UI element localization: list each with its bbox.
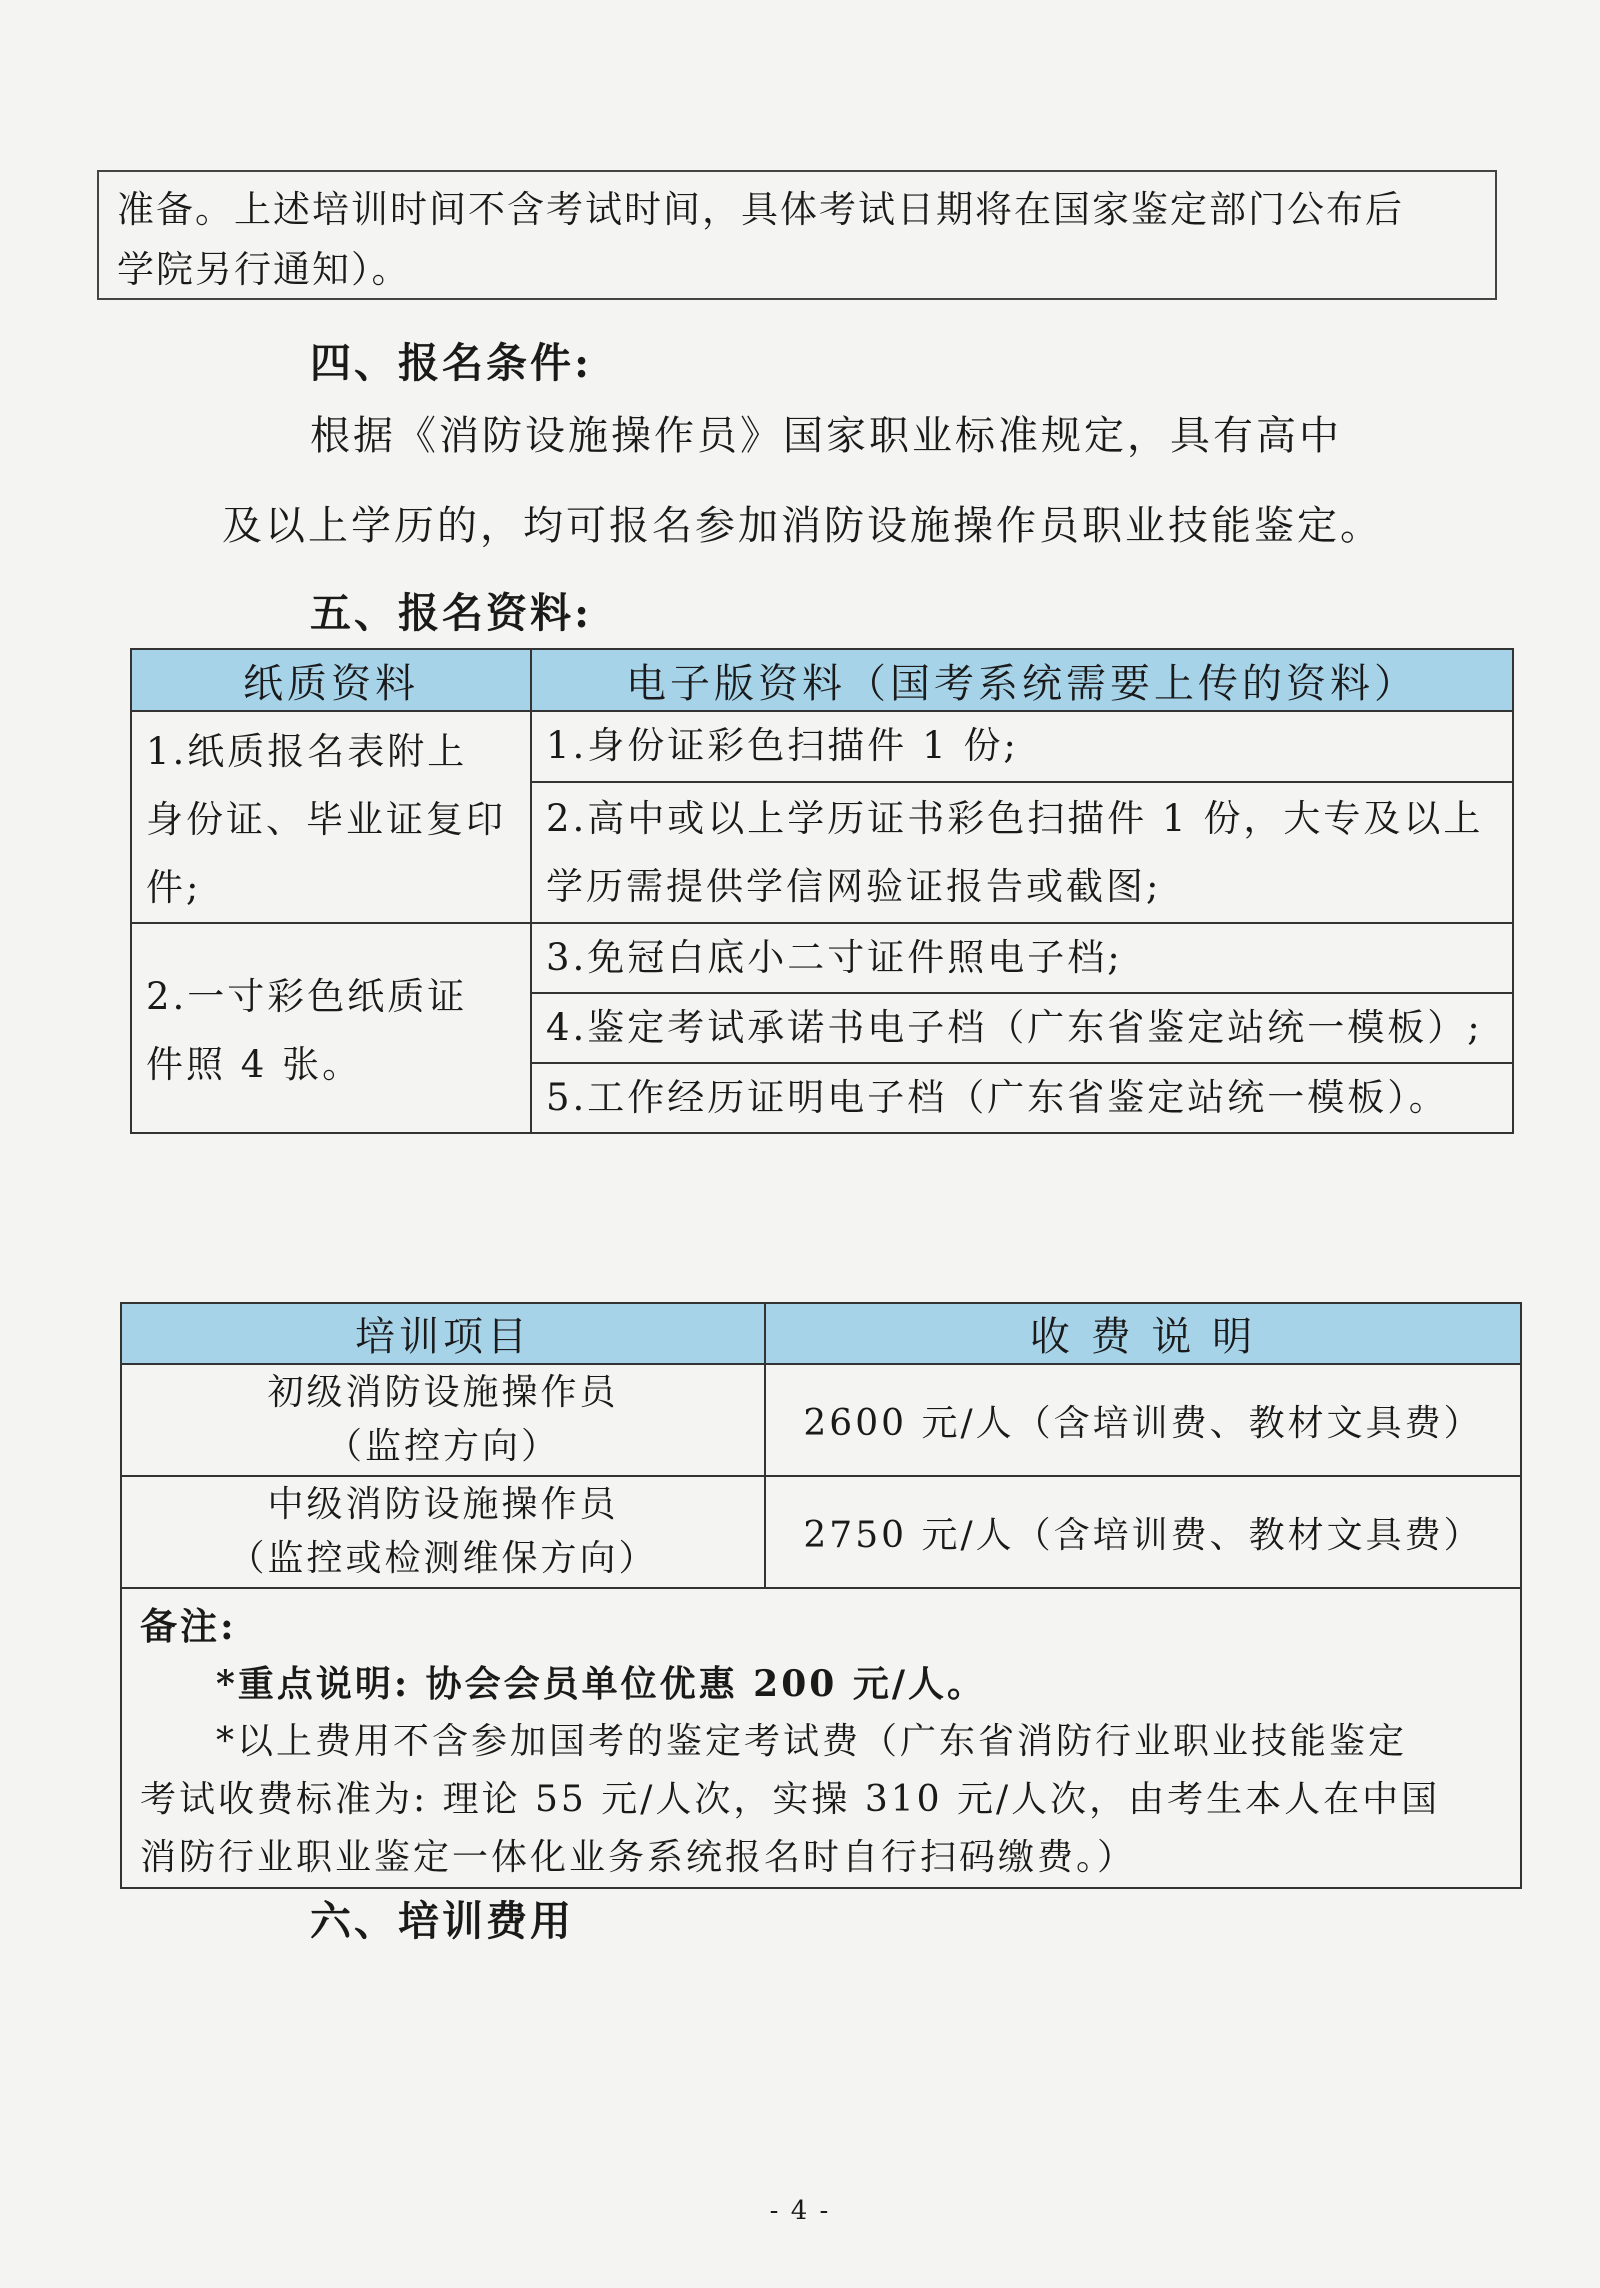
fee-notes — [121, 1588, 1521, 1888]
table-row — [121, 1364, 1521, 1476]
header-electronic: 电子版资料（国考系统需要上传的资料） — [531, 649, 1513, 711]
materials-table-header — [131, 649, 1513, 711]
section4-para-line1: 根据《消防设施操作员》国家职业标准规定，具有高中 — [310, 413, 1342, 459]
page-number: - 4 - — [769, 2196, 831, 2226]
section5-heading: 五、报名资料: — [310, 589, 593, 637]
electronic-item-1: 1.身份证彩色扫描件 1 份; — [531, 711, 1513, 782]
electronic-item-3: 3.免冠白底小二寸证件照电子档; — [531, 923, 1513, 993]
section4-para-line2: 及以上学历的，均可报名参加消防设施操作员职业技能鉴定。 — [222, 503, 1383, 549]
paper-item-1 — [131, 711, 531, 923]
project-primary-line-2: （监控方向） — [325, 1426, 560, 1467]
continuation-box — [97, 170, 1497, 300]
project-intermediate-line-2: （监控或检测维保方向） — [228, 1538, 658, 1579]
notes-title: 备注: — [140, 1604, 237, 1648]
header-paper: 纸质资料 — [131, 649, 531, 711]
electronic-item-2 — [531, 782, 1513, 923]
header-project: 培训项目 — [121, 1303, 765, 1364]
project-primary — [121, 1364, 765, 1476]
electronic-item-4: 4.鉴定考试承诺书电子档（广东省鉴定站统一模板）; — [531, 993, 1513, 1063]
notes-line-1: *以上费用不含参加国考的鉴定考试费（广东省消防行业职业技能鉴定 — [216, 1721, 1408, 1762]
electronic-item-2-line-1: 2.高中或以上学历证书彩色扫描件 1 份，大专及以上 — [546, 796, 1484, 840]
paper-item-1-line-2: 身份证、毕业证复印 — [146, 798, 506, 841]
paper-item-2 — [131, 923, 531, 1133]
table-row — [131, 711, 1513, 782]
electronic-item-5: 5.工作经历证明电子档（广东省鉴定站统一模板）。 — [531, 1063, 1513, 1133]
fee-intermediate: 2750 元/人（含培训费、教材文具费） — [765, 1476, 1521, 1588]
table-row — [131, 923, 1513, 993]
fee-primary: 2600 元/人（含培训费、教材文具费） — [765, 1364, 1521, 1476]
paper-item-2-line-1: 2.一寸彩色纸质证 — [146, 975, 468, 1018]
materials-table — [130, 648, 1514, 1134]
header-fee: 收 费 说 明 — [765, 1303, 1521, 1364]
continuation-line-1: 准备。上述培训时间不含考试时间，具体考试日期将在国家鉴定部门公布后 — [117, 188, 1404, 231]
paper-item-2-line-2: 件照 4 张。 — [146, 1043, 363, 1086]
section6-heading: 六、培训费用 — [310, 1897, 574, 1945]
electronic-item-2-line-2: 学历需提供学信网验证报告或截图; — [546, 864, 1162, 908]
fee-table-header — [121, 1303, 1521, 1364]
paper-item-1-line-1: 1.纸质报名表附上 — [146, 730, 468, 773]
project-intermediate — [121, 1476, 765, 1588]
project-primary-line-1: 初级消防设施操作员 — [267, 1372, 619, 1413]
notes-line-3: 消防行业职业鉴定一体化业务系统报名时自行扫码缴费。） — [140, 1837, 1137, 1878]
table-row — [121, 1476, 1521, 1588]
notes-line-2: 考试收费标准为: 理论 55 元/人次，实操 310 元/人次，由考生本人在中国 — [140, 1779, 1441, 1820]
table-row — [121, 1588, 1521, 1888]
continuation-line-2: 学院另行通知）。 — [117, 248, 411, 291]
notes-strong: *重点说明: 协会会员单位优惠 200 元/人。 — [216, 1663, 987, 1705]
section4-heading: 四、报名条件: — [310, 339, 593, 387]
fee-table — [120, 1302, 1522, 1889]
project-intermediate-line-1: 中级消防设施操作员 — [267, 1484, 619, 1525]
paper-item-1-line-3: 件; — [146, 866, 202, 909]
